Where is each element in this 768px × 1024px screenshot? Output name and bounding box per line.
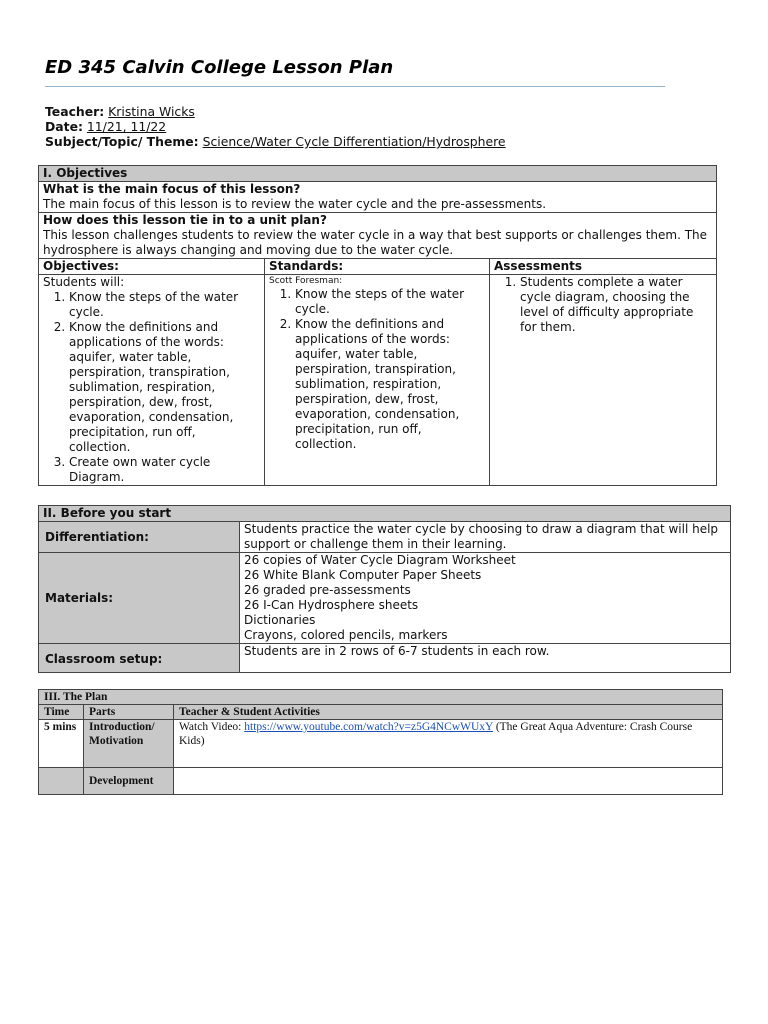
classroom-setup-value: Students are in 2 rows of 6-7 students in each row.	[240, 644, 731, 673]
main-focus-question: What is the main focus of this lesson?	[43, 182, 301, 196]
assessments-list	[494, 275, 712, 335]
objectives-table	[38, 165, 717, 486]
list-item: 26 I-Can Hydrosphere sheets	[244, 598, 419, 612]
subject-value: Science/Water Cycle Differentiation/Hydrosphere	[202, 134, 506, 149]
standards-source: Scott Foresman:	[269, 276, 343, 286]
time-column-header: Time	[39, 705, 84, 720]
parts-column-header: Parts	[84, 705, 174, 720]
part-cell: Development	[84, 768, 174, 795]
teacher-line	[45, 104, 506, 119]
unit-plan-cell	[39, 213, 717, 259]
plan-header: III. The Plan	[39, 690, 723, 705]
list-item: 2. Know the definitions and applications of the words: aquifer, water table, perspiration, transpiration, sublimation, respiration, perspiration, dew, frost, evaporation, condensation, precipitation, run off, collection.	[69, 320, 260, 455]
date-line	[45, 119, 506, 134]
document-title: ED 345 Calvin College Lesson Plan	[45, 57, 394, 78]
subject-label: Subject/Topic/ Theme:	[45, 134, 199, 149]
list-item: 1. Know the steps of the water cycle.	[295, 287, 485, 317]
list-item: Dictionaries	[244, 613, 316, 627]
teacher-label: Teacher:	[45, 104, 105, 119]
standards-list	[269, 287, 485, 452]
standards-cell	[265, 275, 490, 486]
title-divider	[45, 86, 665, 87]
date-value: 11/21, 11/22	[86, 119, 167, 134]
time-cell: 5 mins	[39, 720, 84, 768]
activity-cell	[174, 720, 723, 768]
activities-column-header: Teacher & Student Activities	[174, 705, 723, 720]
list-item: 2. Know the definitions and applications of the words: aquifer, water table, perspiration, transpiration, sublimation, respiration, perspiration, dew, frost, evaporation, condensation, precipitation, run off, collection.	[295, 317, 485, 452]
objectives-header: I. Objectives	[39, 166, 717, 182]
differentiation-value: Students practice the water cycle by choosing to draw a diagram that will help support or challenge them in their learning.	[240, 522, 731, 553]
lesson-meta	[45, 104, 506, 149]
main-focus-cell	[39, 182, 717, 213]
standards-column-header: Standards:	[265, 259, 490, 275]
materials-label: Materials:	[39, 553, 240, 644]
unit-plan-question: How does this lesson tie in to a unit plan?	[43, 213, 327, 227]
date-label: Date:	[45, 119, 83, 134]
activity-prefix: Watch Video:	[179, 721, 245, 733]
objectives-cell	[39, 275, 265, 486]
video-link[interactable]: https://www.youtube.com/watch?v=z5G4NCwWUxY	[244, 721, 493, 733]
unit-plan-answer: This lesson challenges students to review the water cycle in a way that best supports or challenges them. The hydrosphere is always changing and moving due to the water cycle.	[43, 228, 708, 257]
before-header: II. Before you start	[39, 506, 731, 522]
assessments-cell	[490, 275, 717, 486]
list-item: 3. Create own water cycle Diagram.	[69, 455, 260, 485]
subject-line	[45, 134, 506, 149]
before-you-start-table	[38, 505, 731, 673]
list-item: Crayons, colored pencils, markers	[244, 628, 448, 642]
objectives-column-header: Objectives:	[39, 259, 265, 275]
list-item: 26 White Blank Computer Paper Sheets	[244, 568, 482, 582]
part-cell: Introduction/ Motivation	[84, 720, 174, 768]
activity-cell	[174, 768, 723, 795]
list-item: 26 copies of Water Cycle Diagram Worksheet	[244, 553, 516, 567]
list-item: 1. Students complete a water cycle diagram, choosing the level of difficulty appropriate for them.	[520, 275, 712, 335]
materials-cell	[240, 553, 731, 644]
main-focus-answer: The main focus of this lesson is to review the water cycle and the pre-assessments.	[43, 197, 547, 211]
objectives-list	[43, 290, 260, 485]
classroom-setup-label: Classroom setup:	[39, 644, 240, 673]
activity-suffix: (The Great Aqua Adventure: Crash Course Kids)	[179, 721, 693, 747]
assessments-column-header: Assessments	[490, 259, 717, 275]
objectives-intro: Students will:	[43, 275, 125, 289]
list-item: 1. Know the steps of the water cycle.	[69, 290, 260, 320]
plan-table	[38, 689, 723, 795]
list-item: 26 graded pre-assessments	[244, 583, 411, 597]
time-cell	[39, 768, 84, 795]
teacher-name: Kristina Wicks	[108, 104, 195, 119]
differentiation-label: Differentiation:	[39, 522, 240, 553]
